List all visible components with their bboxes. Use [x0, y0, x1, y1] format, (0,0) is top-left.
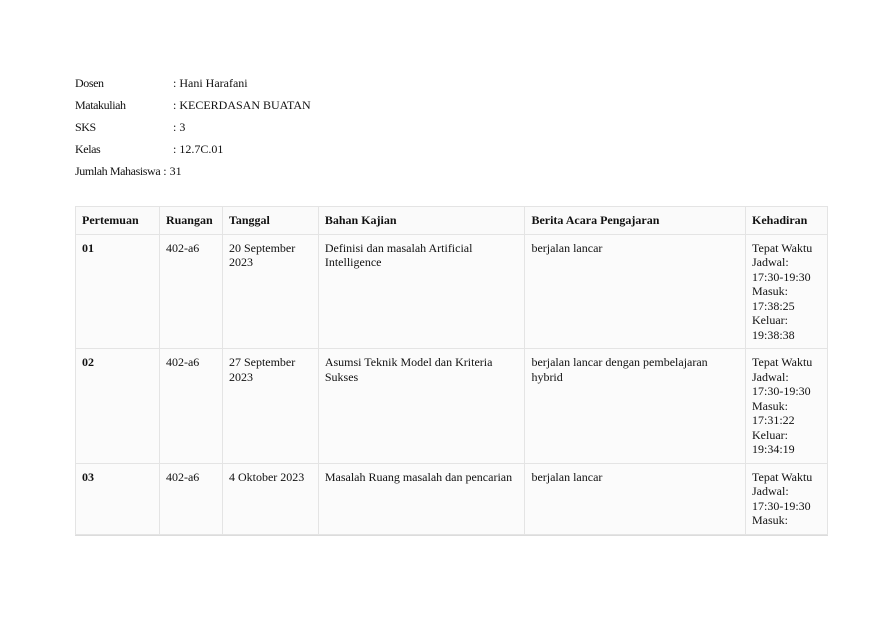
cell-ruangan: 402-a6 — [159, 463, 222, 534]
separator: : — [173, 98, 177, 112]
matakuliah-value: KECERDASAN BUATAN — [179, 98, 311, 112]
cell-tanggal: 27 September 2023 — [222, 349, 318, 464]
kehadiran-line: Jadwal: — [752, 255, 789, 269]
kehadiran-line: Tepat Waktu — [752, 469, 813, 484]
info-row-jumlah — [75, 160, 311, 182]
cell-ruangan: 402-a6 — [159, 234, 222, 349]
cell-bahan-kajian: Masalah Ruang masalah dan pencarian — [318, 463, 525, 534]
kehadiran-line: 19:38:38 — [752, 327, 795, 342]
cell-tanggal: 4 Oktober 2023 — [222, 463, 318, 534]
table-row — [76, 349, 828, 464]
jumlah-label: Jumlah Mahasiswa — [75, 164, 161, 178]
kehadiran-line: Masuk: — [752, 513, 789, 527]
attendance-table — [75, 206, 828, 535]
header-pertemuan: Pertemuan — [76, 207, 160, 235]
sks-value: 3 — [179, 120, 186, 134]
dosen-label: Dosen — [75, 76, 104, 90]
kehadiran-line: Tepat Waktu — [752, 355, 813, 369]
separator: : — [173, 120, 177, 134]
kehadiran-line: Keluar: — [752, 313, 788, 327]
kelas-label: Kelas — [75, 142, 101, 156]
kehadiran-line: 17:30-19:30 — [752, 269, 811, 284]
table-row — [76, 463, 828, 534]
info-row-dosen — [75, 72, 311, 94]
separator: : — [163, 164, 167, 178]
kehadiran-line: Masuk: — [752, 398, 789, 413]
header-berita-acara: Berita Acara Pengajaran — [525, 207, 746, 235]
kehadiran-line: 17:38:25 — [752, 298, 795, 313]
kehadiran-line: 17:31:22 — [752, 413, 795, 427]
table-header-row — [76, 207, 828, 235]
separator: : — [173, 76, 177, 90]
cell-berita-acara: berjalan lancar — [525, 463, 746, 534]
kehadiran-line: Jadwal: — [752, 369, 789, 384]
info-row-kelas — [75, 138, 311, 160]
kehadiran-line: 19:34:19 — [752, 442, 795, 456]
course-info — [75, 72, 311, 182]
separator: : — [173, 142, 177, 156]
kehadiran-line: 17:30-19:30 — [752, 498, 811, 513]
header-bahan-kajian: Bahan Kajian — [318, 207, 525, 235]
header-kehadiran: Kehadiran — [746, 207, 828, 235]
header-ruangan: Ruangan — [159, 207, 222, 235]
cell-berita-acara: berjalan lancar dengan pembelajaran hybrid — [525, 349, 746, 464]
cell-berita-acara: berjalan lancar — [525, 234, 746, 349]
matakuliah-label: Matakuliah — [75, 98, 126, 112]
info-row-sks — [75, 116, 311, 138]
table-row — [76, 234, 828, 349]
cell-bahan-kajian: Asumsi Teknik Model dan Kriteria Sukses — [318, 349, 525, 464]
cell-kehadiran — [746, 234, 828, 349]
kehadiran-line: Masuk: — [752, 284, 789, 298]
cell-ruangan: 402-a6 — [159, 349, 222, 464]
kehadiran-line: Jadwal: — [752, 484, 789, 498]
kehadiran-line: 17:30-19:30 — [752, 384, 811, 398]
info-row-matakuliah — [75, 94, 311, 116]
jumlah-value: 31 — [169, 164, 182, 178]
kehadiran-line: Keluar: — [752, 427, 788, 442]
cell-kehadiran — [746, 463, 828, 534]
kelas-value: 12.7C.01 — [179, 142, 224, 156]
sks-label: SKS — [75, 120, 96, 134]
kehadiran-line: Tepat Waktu — [752, 240, 813, 255]
dosen-value: Hani Harafani — [179, 76, 248, 90]
cell-kehadiran — [746, 349, 828, 464]
cell-pertemuan: 02 — [76, 349, 160, 464]
cell-tanggal: 20 September 2023 — [222, 234, 318, 349]
cell-pertemuan: 03 — [76, 463, 160, 534]
cell-bahan-kajian: Definisi dan masalah Artificial Intelligence — [318, 234, 525, 349]
header-tanggal: Tanggal — [222, 207, 318, 235]
cell-pertemuan: 01 — [76, 234, 160, 349]
